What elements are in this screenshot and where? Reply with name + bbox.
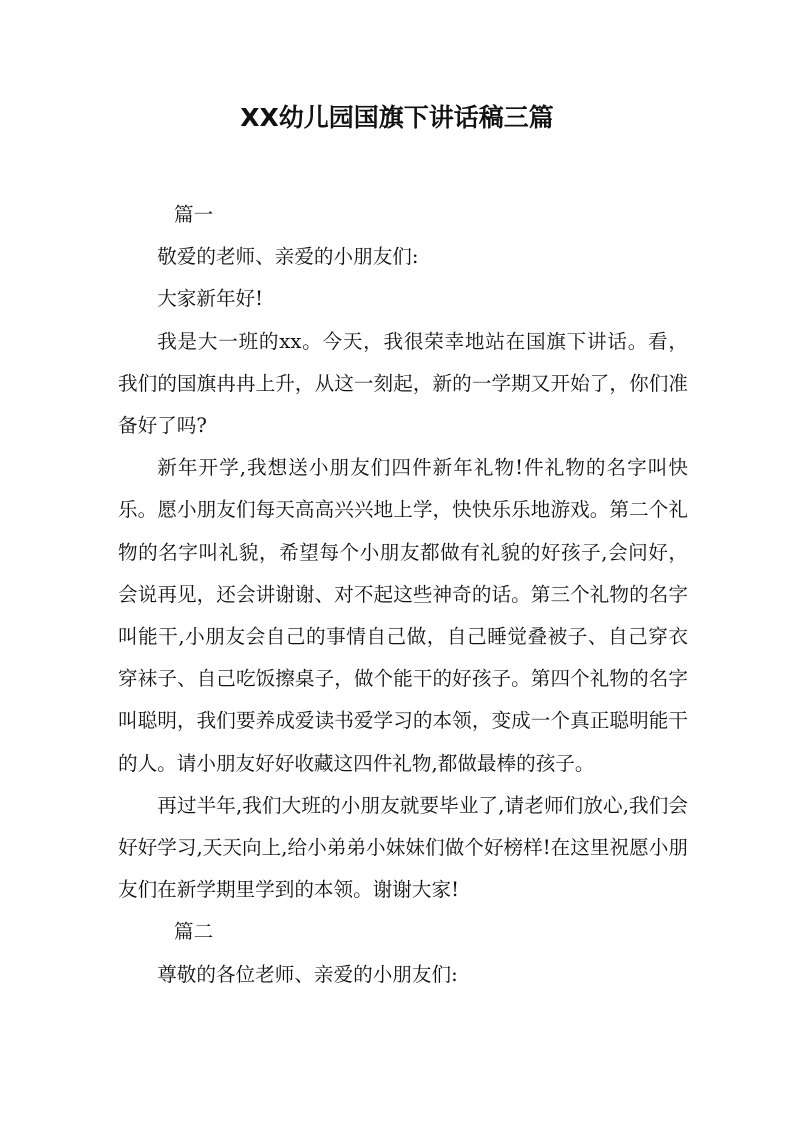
paragraph: 我是大一班的xx。今天，我很荣幸地站在国旗下讲话。看，我们的国旗冉冉上升，从这一刻起，新的一学期又开始了，你们准备好了吗?: [118, 329, 688, 438]
paragraph: 敬爱的老师、亲爱的小朋友们:: [157, 245, 419, 269]
document-body: [118, 194, 688, 996]
document-title: XX幼儿园国旗下讲话稿三篇: [240, 103, 554, 132]
paragraph: 大家新年好!: [157, 287, 264, 311]
paragraph: 尊敬的各位老师、亲爱的小朋友们:: [157, 962, 458, 986]
paragraph: 再过半年,我们大班的小朋友就要毕业了,请老师们放心,我们会好好学习,天天向上,给小弟弟小妹妹们做个好榜样!在这里祝愿小朋友们在新学期里学到的本领。谢谢大家!: [118, 793, 688, 902]
paragraph: 新年开学,我想送小朋友们四件新年礼物!件礼物的名字叫快乐。愿小朋友们每天高高兴兴地上学，快快乐乐地游戏。第二个礼物的名字叫礼貌，希望每个小朋友都做有礼貌的好孩子,会问好，会说再见，还会讲谢谢、对不起这些神奇的话。第三个礼物的名字叫能干,小朋友会自己的事情自己做，自己睡觉叠被子、自己穿衣穿袜子、自己吃饭擦桌子，做个能干的好孩子。第四个礼物的名字叫聪明，我们要养成爱读书爱学习的本领，变成一个真正聪明能干的人。请小朋友好好收藏这四件礼物,都做最棒的孩子。: [118, 456, 688, 775]
section-heading: 篇一: [174, 203, 214, 226]
section-heading: 篇二: [174, 920, 214, 944]
